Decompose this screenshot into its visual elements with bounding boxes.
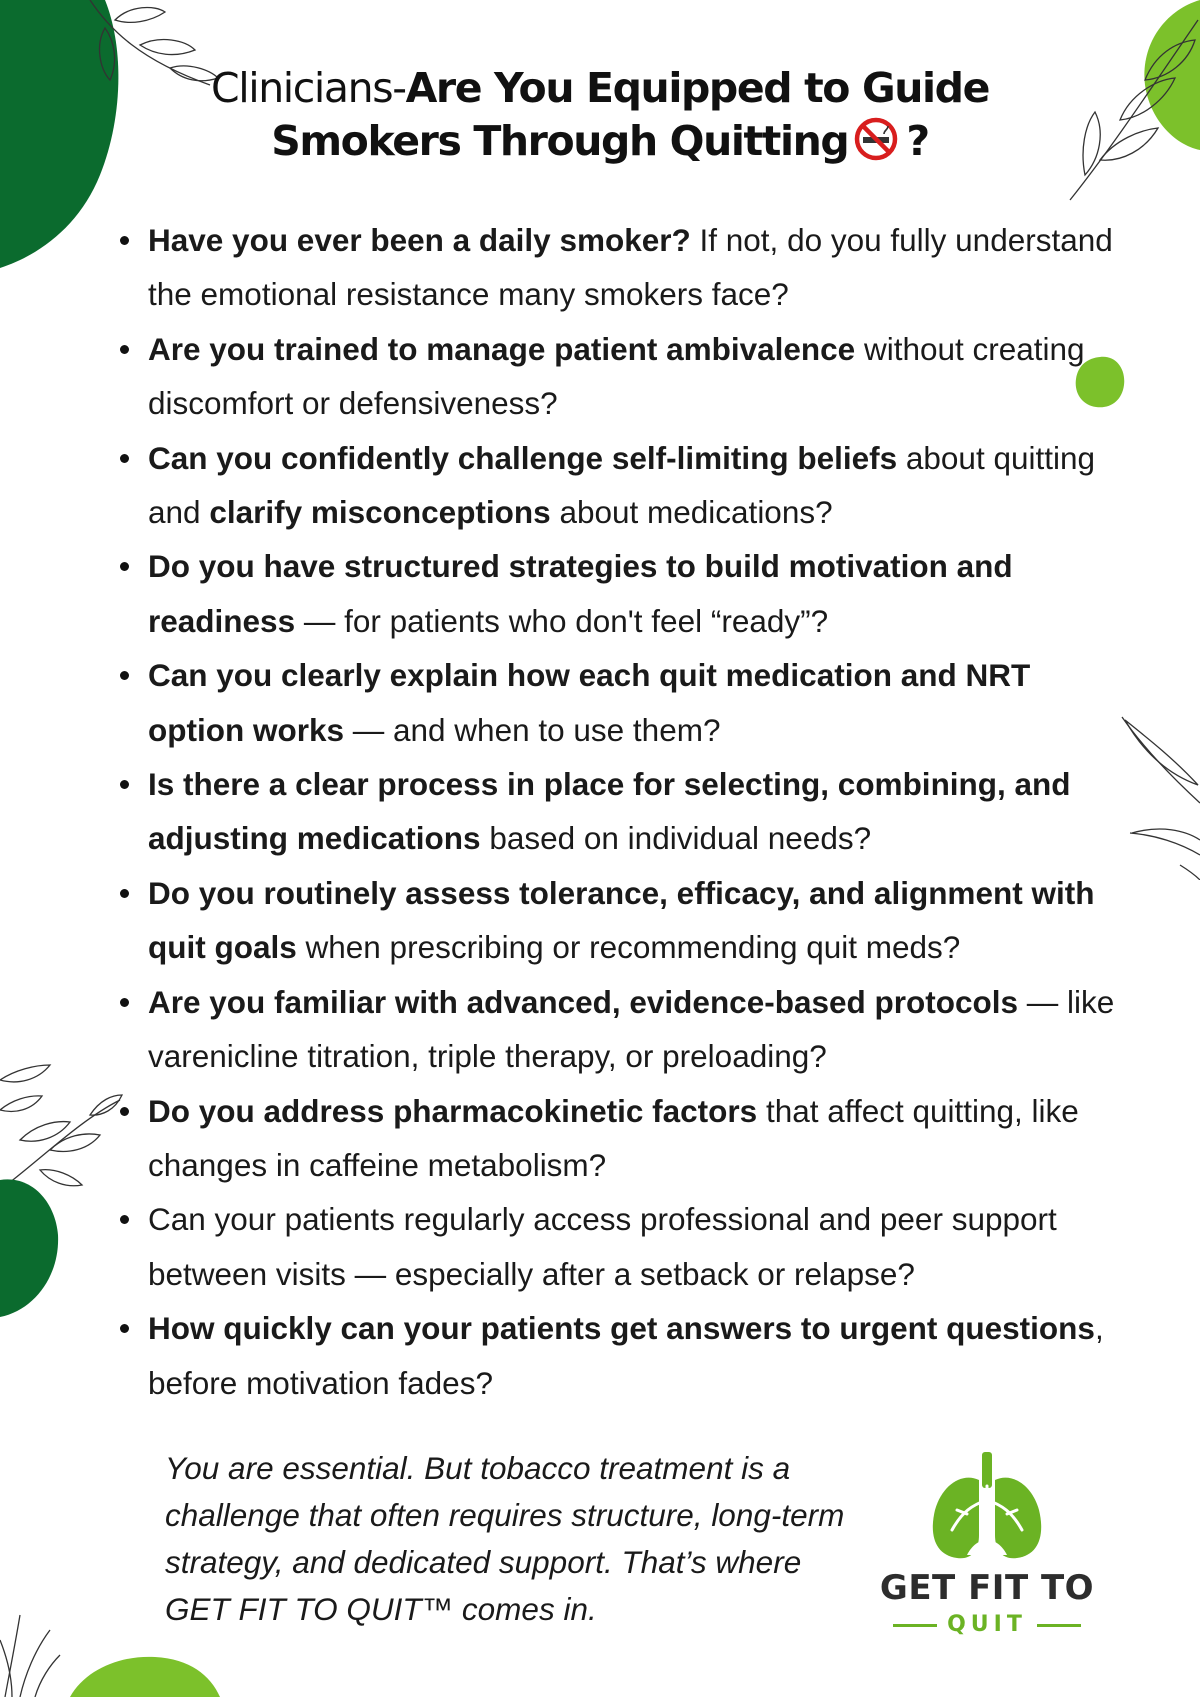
question-text: , before motivation fades? bbox=[148, 1310, 1104, 1401]
question-bold: Is there a clear process in place for selecting, combining, and adjusting medications bbox=[148, 766, 1071, 857]
dark-green-blob-left bbox=[0, 1175, 60, 1320]
question-bold: clarify misconceptions bbox=[209, 494, 551, 531]
title-part-question: Are You Equipped to Guide bbox=[405, 64, 989, 112]
logo-line1: GET FIT TO bbox=[879, 1568, 1095, 1608]
logo-subtext: QUIT bbox=[872, 1612, 1102, 1637]
brand-logo bbox=[872, 1450, 1102, 1637]
leaf-branch-icon bbox=[1060, 0, 1200, 205]
title-question-mark: ? bbox=[906, 117, 929, 165]
question-bold: Have you ever been a daily smoker? bbox=[148, 222, 691, 258]
title-part-smokers: Smokers Through Quitting bbox=[271, 117, 849, 165]
title-part-clinicians: Clinicians- bbox=[211, 64, 406, 112]
question-text: — like varenicline titration, triple therapy, or preloading? bbox=[148, 983, 1115, 1075]
no-smoking-icon bbox=[854, 117, 898, 161]
question-text: about medications? bbox=[550, 494, 833, 531]
question-text: If not, do you fully understand the emotional resistance many smokers face? bbox=[148, 222, 1113, 313]
list-item bbox=[108, 431, 1128, 540]
question-text: about quitting and bbox=[148, 439, 1096, 531]
list-item bbox=[108, 539, 1128, 648]
question-bold: Can you clearly explain how each quit medication and NRT option works bbox=[148, 657, 1031, 748]
question-bold: Can you confidently challenge self-limiting beliefs bbox=[148, 439, 898, 476]
question-text: Can your patients regularly access professional and peer support between visits — especially after a setback or relapse? bbox=[148, 1201, 1057, 1292]
question-text: — for patients who don't feel “ready”? bbox=[295, 602, 829, 639]
light-green-blob-bottom bbox=[70, 1655, 220, 1697]
question-bold: Are you familiar with advanced, evidence-based protocols bbox=[148, 983, 1019, 1020]
list-item bbox=[108, 757, 1128, 866]
leaf-branch-icon bbox=[1120, 715, 1200, 880]
list-item bbox=[108, 1192, 1128, 1301]
question-text: that affect quitting, like changes in caffeine metabolism? bbox=[148, 1092, 1079, 1183]
question-text: based on individual needs? bbox=[480, 820, 872, 857]
page-title bbox=[150, 62, 1050, 168]
question-bold: Are you trained to manage patient ambivalence bbox=[148, 330, 856, 367]
closing-statement: You are essential. But tobacco treatment is a challenge that often requires structure, long-term strategy, and dedicated support. That’s where GET FIT TO QUIT™ comes in. bbox=[165, 1450, 845, 1627]
question-text: — and when to use them? bbox=[344, 711, 721, 748]
list-item bbox=[108, 322, 1128, 431]
list-item bbox=[108, 648, 1128, 757]
question-text: when prescribing or recommending quit meds? bbox=[296, 929, 961, 966]
question-bold: How quickly can your patients get answers to urgent questions bbox=[148, 1310, 1095, 1347]
question-text: without creating discomfort or defensiveness? bbox=[148, 330, 1085, 422]
list-item bbox=[108, 975, 1128, 1084]
question-bold: Do you have structured strategies to build motivation and readiness bbox=[148, 548, 1013, 639]
list-item bbox=[108, 1301, 1128, 1410]
list-item bbox=[108, 1084, 1128, 1193]
list-item bbox=[108, 213, 1128, 322]
list-item bbox=[108, 866, 1128, 975]
question-bold: Do you routinely assess tolerance, efficacy, and alignment with quit goals bbox=[148, 874, 1095, 966]
lungs-logo-icon bbox=[927, 1450, 1047, 1570]
question-list bbox=[108, 213, 1128, 1410]
logo-text bbox=[872, 1568, 1102, 1608]
question-bold: Do you address pharmacokinetic factors bbox=[148, 1092, 758, 1129]
